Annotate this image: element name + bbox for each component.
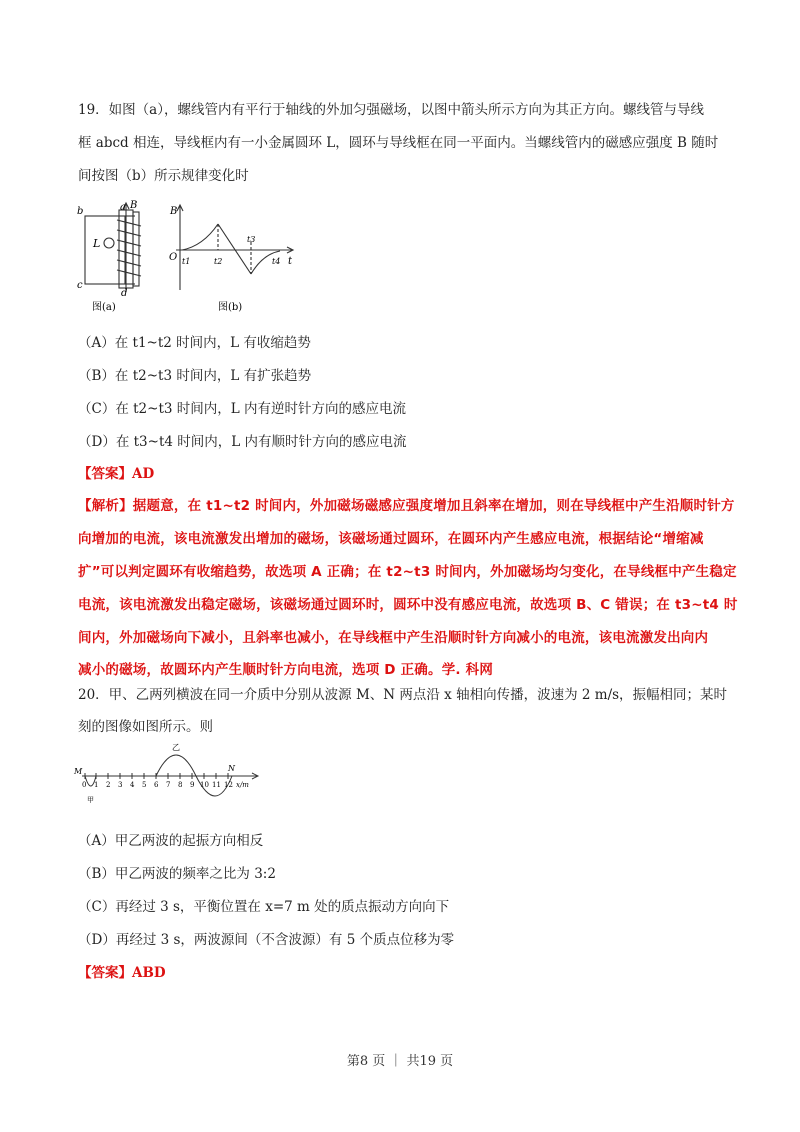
wave-tick-0: 0 bbox=[82, 781, 87, 789]
wave-label-yi: 乙 bbox=[172, 743, 180, 752]
q19-analysis-line4: 电流，该电流激发出稳定磁场，该磁场通过圆环时，圆环中没有感应电流，故选项 B、C 错误；在 t3~t4 时 bbox=[78, 597, 738, 613]
wave-tick-2: 2 bbox=[106, 781, 111, 789]
fig-b-label-O: O bbox=[169, 252, 178, 263]
q19-stem-line1: 19．如图（a），螺线管内有平行于轴线的外加匀强磁场，以图中箭头所示方向为其正方向。螺线管与导线 bbox=[78, 102, 704, 118]
q19-option-d: （D）在 t3~t4 时间内，L 内有顺时针方向的感应电流 bbox=[78, 434, 407, 450]
wave-tick-7: 7 bbox=[166, 781, 171, 789]
q19-option-b: （B）在 t2~t3 时间内，L 有扩张趋势 bbox=[78, 368, 312, 384]
q20-option-a: （A）甲乙两波的起振方向相反 bbox=[78, 833, 264, 849]
wave-tick-11: 11 bbox=[212, 781, 221, 789]
q19-answer: 【答案】AD bbox=[78, 466, 155, 482]
q20-option-d: （D）再经过 3 s，两波源间（不含波源）有 5 个质点位移为零 bbox=[78, 932, 455, 948]
wave-label-unit: x/m bbox=[236, 781, 249, 789]
wave-tick-4: 4 bbox=[130, 781, 135, 789]
q19-analysis-line5: 间内，外加磁场向下减小，且斜率也减小，在导线框中产生沿顺时针方向减小的电流，该电流激发出向内 bbox=[78, 630, 709, 646]
q20-stem-line2: 刻的图像如图所示。则 bbox=[78, 719, 213, 735]
fig-a-label-L: L bbox=[93, 237, 101, 250]
fig-b-label-t3: t3 bbox=[247, 235, 256, 244]
wave-tick-1: 1 bbox=[94, 781, 99, 789]
fig-b-label-t2: t2 bbox=[214, 257, 223, 266]
q20-answer: 【答案】ABD bbox=[78, 965, 166, 981]
wave-tick-5: 5 bbox=[142, 781, 147, 789]
fig-a-label-b: b bbox=[77, 206, 84, 217]
wave-tick-10: 10 bbox=[200, 781, 209, 789]
q20-option-c: （C）再经过 3 s，平衡位置在 x=7 m 处的质点振动方向向下 bbox=[78, 899, 450, 915]
q19-figure-a bbox=[75, 200, 178, 315]
q19-stem-line3: 间按图（b）所示规律变化时 bbox=[78, 168, 249, 184]
fig-a-caption: 图(a) bbox=[92, 302, 116, 313]
fig-a-label-c: c bbox=[77, 280, 83, 291]
fig-b-label-t: t bbox=[288, 256, 293, 267]
wave-label-jia: 甲 bbox=[87, 796, 94, 804]
fig-a-label-a: a bbox=[120, 202, 126, 213]
fig-b-label-t1: t1 bbox=[182, 257, 191, 266]
q19-analysis-line1: 【解析】据题意，在 t1~t2 时间内，外加磁场磁感应强度增加且斜率在增加，则在导线框中产生沿顺时针方 bbox=[78, 498, 735, 514]
wave-tick-6: 6 bbox=[154, 781, 159, 789]
wave-tick-3: 3 bbox=[118, 781, 123, 789]
wave-tick-12: 12 bbox=[224, 781, 233, 789]
q19-option-a: （A）在 t1~t2 时间内，L 有收缩趋势 bbox=[78, 335, 311, 351]
q20-wave-figure bbox=[72, 740, 272, 810]
fig-b-caption: 图(b) bbox=[218, 302, 243, 313]
q19-figure-b bbox=[168, 202, 298, 317]
fig-b-label-B: B bbox=[170, 206, 178, 217]
fig-a-label-d: d bbox=[121, 288, 128, 299]
page-footer: 第8 页 ｜ 共19 页 bbox=[346, 1054, 454, 1069]
q20-stem-line1: 20．甲、乙两列横波在同一介质中分别从波源 M、N 两点沿 x 轴相向传播，波速为 2 m/s，振幅相同；某时 bbox=[78, 687, 728, 703]
wave-label-N: N bbox=[228, 764, 235, 773]
q19-analysis-line2: 向增加的电流，该电流激发出增加的磁场，该磁场通过圆环，在圆环内产生感应电流，根据结论“增缩减 bbox=[78, 531, 704, 547]
wave-label-M: M bbox=[74, 767, 83, 776]
q19-analysis-line6: 减小的磁场，故圆环内产生顺时针方向电流，选项 D 正确。学. 科网 bbox=[78, 662, 494, 678]
fig-a-label-B: B bbox=[130, 200, 138, 211]
q19-option-c: （C）在 t2~t3 时间内，L 内有逆时针方向的感应电流 bbox=[78, 401, 407, 417]
q19-stem-line2: 框 abcd 相连，导线框内有一小金属圆环 L，圆环与导线框在同一平面内。当螺线管内的磁感应强度 B 随时 bbox=[78, 135, 719, 151]
q19-analysis-line3: 扩”可以判定圆环有收缩趋势，故选项 A 正确；在 t2~t3 时间内，外加磁场均匀变化，在导线框中产生稳定 bbox=[78, 564, 737, 580]
fig-b-label-t4: t4 bbox=[272, 257, 281, 266]
q20-option-b: （B）甲乙两波的频率之比为 3:2 bbox=[78, 866, 276, 882]
wave-tick-8: 8 bbox=[178, 781, 183, 789]
wave-tick-9: 9 bbox=[190, 781, 195, 789]
